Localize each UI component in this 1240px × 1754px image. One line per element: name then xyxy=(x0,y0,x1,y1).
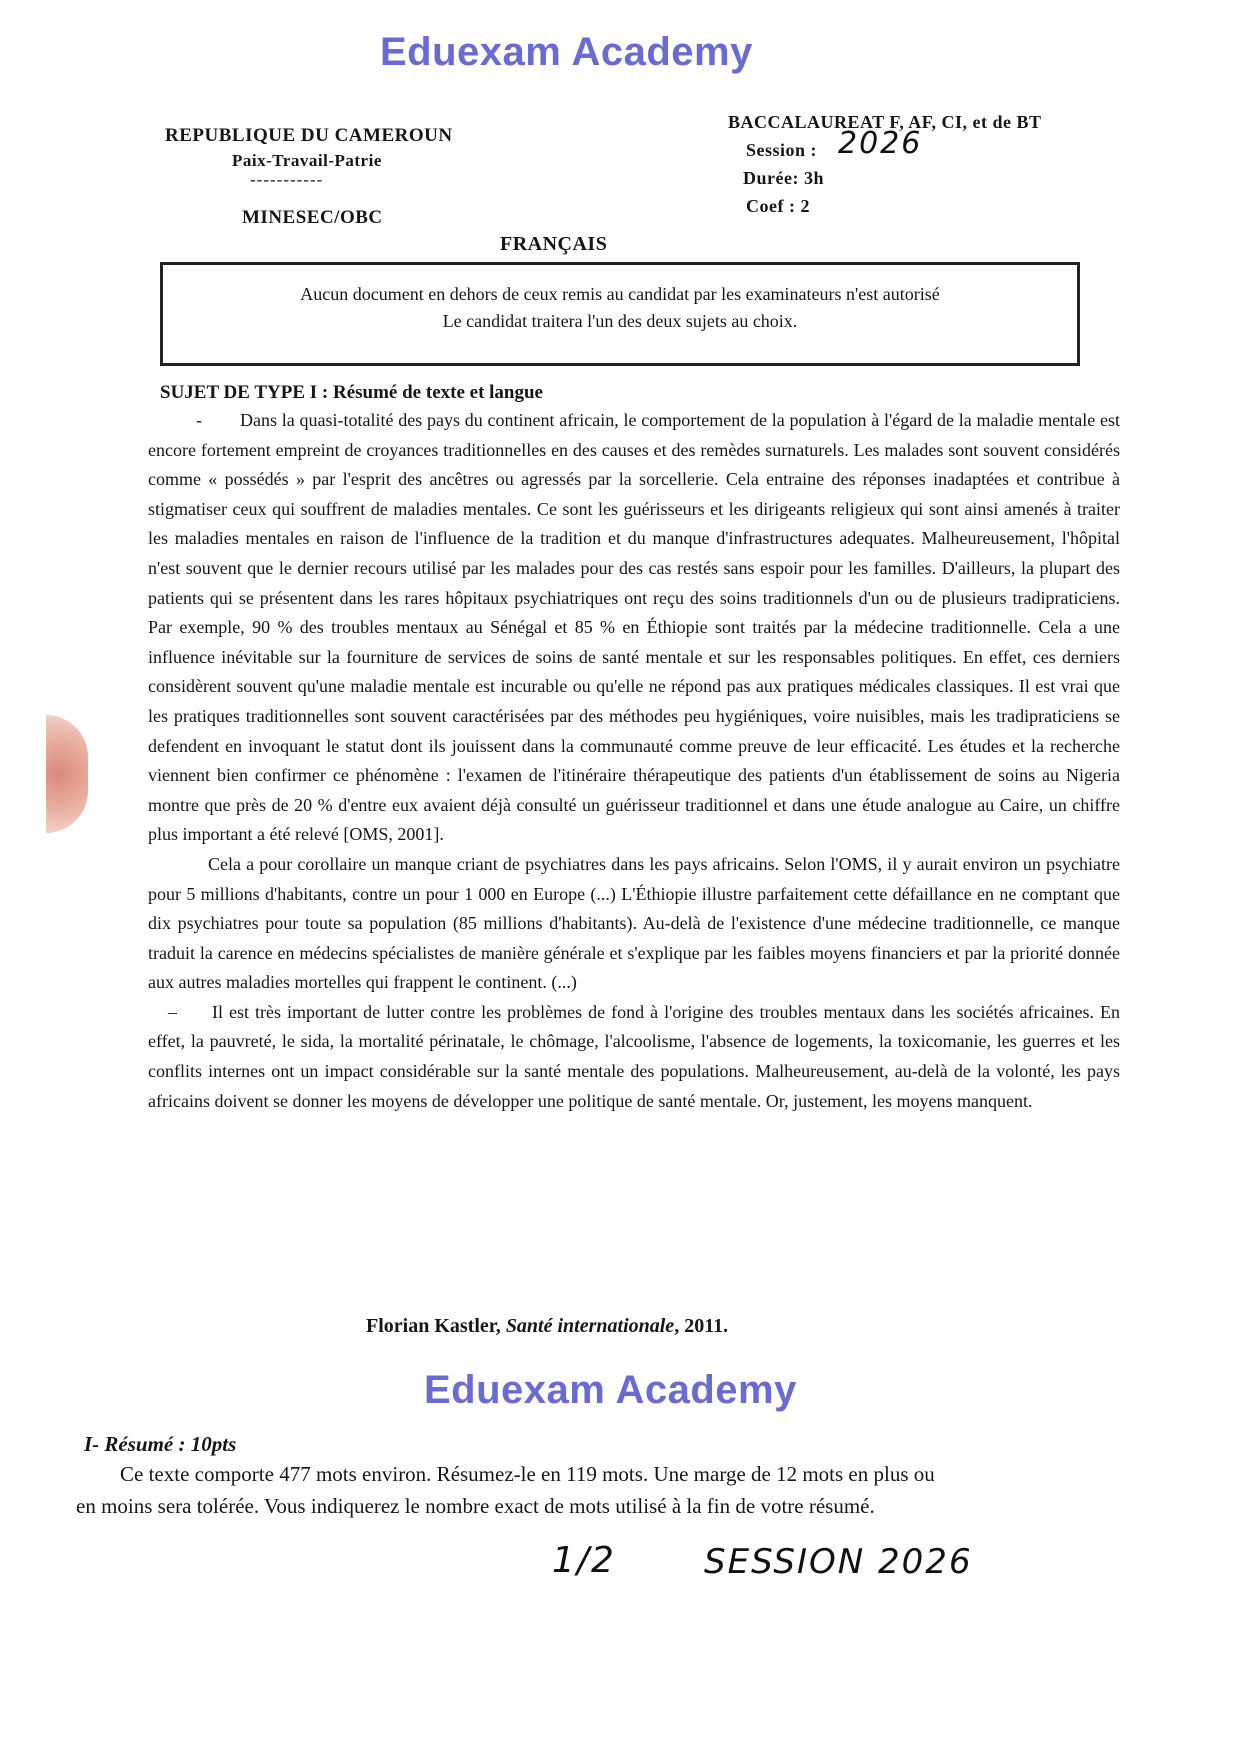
session-footer-handwritten: SESSION 2026 xyxy=(704,1542,973,1582)
thumb-smudge xyxy=(46,715,88,833)
session-label: Session : xyxy=(746,140,818,160)
ministry-code: MINESEC/OBC xyxy=(242,207,383,228)
watermark-top: Eduexam Academy xyxy=(380,30,753,74)
exam-name: BACCALAUREAT F, AF, CI, et de BT xyxy=(728,112,1042,132)
notice-line-1: Aucun document en dehors de ceux remis au candidat par les examinateurs n'est autorisé xyxy=(300,284,940,304)
country-name: REPUBLIQUE DU CAMEROUN xyxy=(165,125,453,146)
watermark-bottom: Eduexam Academy xyxy=(424,1368,797,1412)
notice-line-2: Le candidat traitera l'un des deux sujets au choix. xyxy=(442,311,798,331)
notice-box xyxy=(160,262,1080,366)
subject-title: FRANÇAIS xyxy=(500,233,608,255)
citation xyxy=(366,1315,728,1338)
paragraph-1-dash: - xyxy=(196,410,202,430)
paragraph-3-dash: – xyxy=(168,1001,177,1022)
session-handwritten: 2026 xyxy=(838,126,923,161)
citation-year: , 2011. xyxy=(674,1315,729,1337)
paragraph-3-text: Il est très important de lutter contre les problèmes de fond à l'origine des troubles mentaux dans les sociétés africaines. En effet, la pauvreté, le sida, la mortalité périnatale, le chômage, l'alcoolisme, l'absence de logements, la toxicomanie, les guerres et les conflits internes ont un impact considérable sur la santé mentale des populations. Malheureusement, au-delà de la volonté, les pays africains doivent se donner les moyens de développer une politique de santé mentale. Or, justement, les moyens manquent. xyxy=(148,1001,1120,1111)
exam-duration: Durée: 3h xyxy=(743,168,824,188)
citation-source: Santé internationale xyxy=(505,1315,675,1337)
section-title: SUJET DE TYPE I : Résumé de texte et langue xyxy=(160,382,543,403)
passage-paragraph-2: Cela a pour corollaire un manque criant de psychiatres dans les pays africains. Selon l'OMS, il y aurait environ un psychiatre pour 5 millions d'habitants, contre un pour 1 000 en Europe (...) L'Éthiopie illustre parfaitement cette défaillance en ne comptant que dix psychiatres pour toute sa population (85 millions d'habitants). Au-delà de l'existence d'une médecine traditionnelle, ce manque traduit la carence en médecins spécialistes de manière générale et s'explique par les faibles moyens financiers et par la priorité donnée aux autres maladies mortelles qui frappent le continent. (...) xyxy=(148,853,1120,993)
passage-paragraph-1 xyxy=(148,406,1120,850)
passage-text xyxy=(148,406,1120,1116)
question-title: I- Résumé : 10pts xyxy=(84,1432,237,1456)
exam-coefficient: Coef : 2 xyxy=(746,196,810,216)
page-number-handwritten: 1/2 xyxy=(552,1540,616,1581)
question-line-1: Ce texte comporte 477 mots environ. Résumez-le en 119 mots. Une marge de 12 mots en plus ou xyxy=(120,1462,935,1486)
question-line-2: en moins sera tolérée. Vous indiquerez le nombre exact de mots utilisé à la fin de votre résumé. xyxy=(76,1494,875,1518)
paragraph-1-text: Dans la quasi-totalité des pays du continent africain, le comportement de la population à l'égard de la maladie mentale est encore fortement empreint de croyances traditionnelles en des causes et des remèdes surnaturels. Les malades sont souvent considérés comme « possédés » par l'esprit des ancêtres ou agressés par la sorcellerie. Cela entraine des réponses inadaptées et contribue à stigmatiser ceux qui souffrent de maladies mentales. Ce sont les guérisseurs et les dirigeants religieux qui sont ainsi amenés à traiter les maladies mentales en raison de l'influence de la tradition et du manque d'infrastructures adequates. Malheureusement, l'hôpital n'est souvent que le dernier recours utilisé par les malades pour des cas restés sans espoir pour les familles. D'ailleurs, la plupart des patients qui se présentent dans les rares hôpitaux psychiatriques ont reçu des soins traditionnels d'un ou de plusieurs tradipraticiens. Par exemple, 90 % des troubles mentaux au Sénégal et 85 % en Éthiopie sont traités par la médecine traditionnelle. Cela a une influence inévitable sur la fourniture de services de soins de santé mentale et sur les responsables politiques. En effet, ces derniers considèrent souvent qu'une maladie mentale est incurable ou qu'elle ne répond pas aux pratiques médicales classiques. Il est vrai que les pratiques traditionnelles sont souvent caractérisées par des méthodes peu hygiéniques, voire nuisibles, mais les tradipraticiens se defendent en invoquant le statut dont ils jouissent dans la communauté comme preuve de leur efficacité. Les études et la recherche viennent bien confirmer ce phénomène : l'examen de l'itinéraire thérapeutique des patients d'un établissement de soins au Nigeria montre que près de 20 % d'entre eux avaient déjà consulté un guérisseur traditionnel et dans une étude analogue au Caire, un chiffre plus important a été relevé [OMS, 2001]. xyxy=(148,410,1120,845)
header-separator: ----------- xyxy=(250,170,324,189)
citation-author: Florian Kastler, xyxy=(366,1315,501,1337)
passage-paragraph-3 xyxy=(148,998,1120,1116)
national-motto: Paix-Travail-Patrie xyxy=(232,151,382,170)
